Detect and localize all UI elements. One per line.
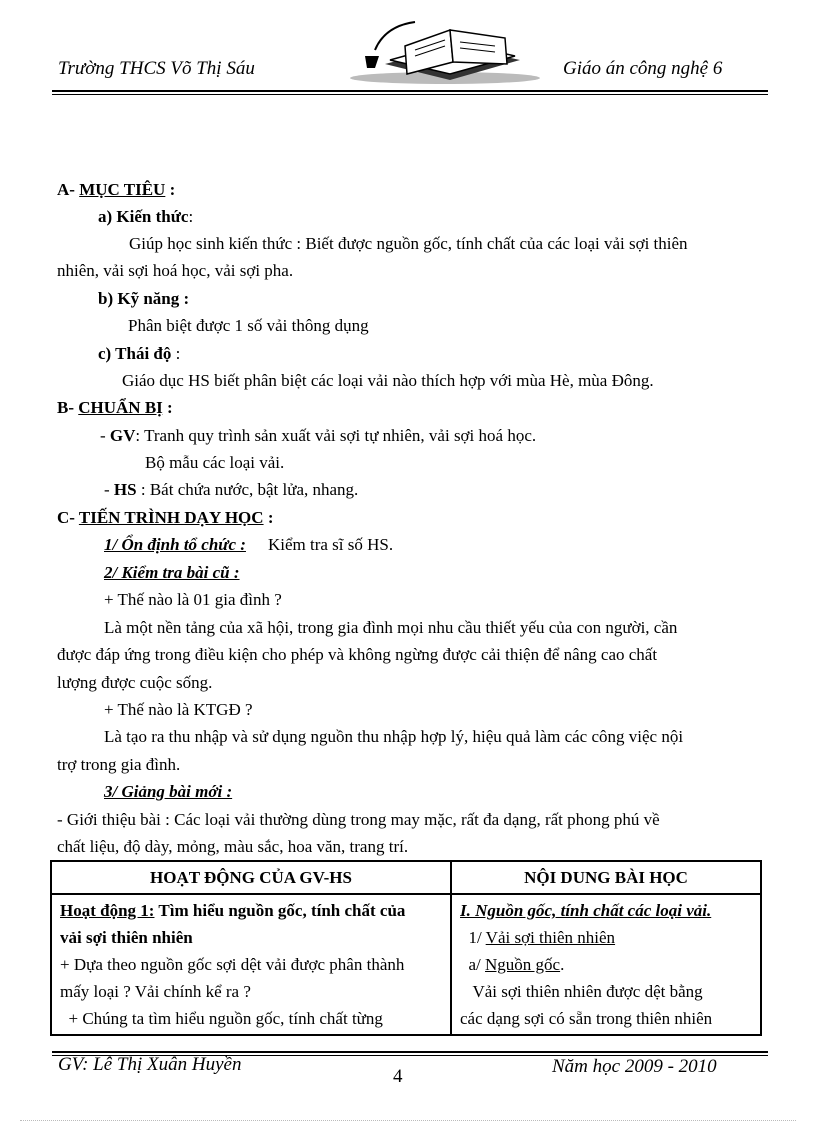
activities-cell — [51, 894, 451, 1035]
table-row — [51, 894, 761, 1035]
hs-prep: - HS : Bát chứa nước, bật lửa, nhang. — [104, 480, 359, 499]
header-rule-thin — [52, 94, 768, 95]
footer-teacher: GV: Lê Thị Xuân Huyền — [58, 1054, 242, 1075]
answer-1-line-2: được đáp ứng trong điều kiện cho phép và không ngừng được cải thiện để nâng cao chất — [57, 645, 658, 664]
table-header-activities: HOẠT ĐỘNG CỦA GV-HS — [51, 861, 451, 894]
lesson-table — [50, 860, 762, 1036]
answer-2-line-2: trợ trong gia đình. — [57, 755, 181, 774]
section-b-title: B- CHUẨN BỊ : — [57, 398, 173, 417]
activity-1-title: Hoạt động 1: Tìm hiểu nguồn gốc, tính chất của — [60, 901, 406, 920]
content-heading: I. Nguồn gốc, tính chất các loại vải. — [460, 901, 712, 920]
answer-1-line-1: Là một nền tảng của xã hội, trong gia đình mọi nhu cầu thiết yếu của con người, cần — [104, 618, 678, 637]
table-header-content: NỘI DUNG BÀI HỌC — [451, 861, 761, 894]
skills-text: Phân biệt được 1 số vải thông dụng — [128, 316, 369, 335]
activity-line-1: + Dựa theo nguồn gốc sợi dệt vải được phân thành — [60, 955, 405, 974]
activity-1-title-2: vải sợi thiên nhiên — [60, 928, 193, 947]
skills-heading: b) Kỹ năng : — [98, 289, 190, 308]
footer-school-year: Năm học 2009 - 2010 — [552, 1056, 717, 1077]
activity-line-3: + Chúng ta tìm hiểu nguồn gốc, tính chất từng — [60, 1009, 383, 1028]
header-rule — [52, 90, 768, 92]
knowledge-text-2: nhiên, vải sợi hoá học, vải sợi pha. — [57, 261, 294, 280]
content-sub-1: 1/ Vải sợi thiên nhiên — [460, 928, 616, 947]
section-c-heading: TIẾN TRÌNH DẠY HỌC — [78, 508, 264, 527]
answer-1-line-3: lượng được cuộc sống. — [57, 673, 213, 692]
section-b-heading: CHUẨN BỊ — [78, 398, 163, 417]
knowledge-heading: a) Kiến thức: — [98, 207, 194, 226]
section-c-title: C- TIẾN TRÌNH DẠY HỌC : — [57, 508, 274, 527]
page-bottom-border — [20, 1120, 796, 1121]
intro-line-1: - Giới thiệu bài : Các loại vải thường dùng trong may mặc, rất đa dạng, rất phong phú về — [57, 810, 660, 829]
step1: 1/ Ổn định tổ chức : Kiểm tra sĩ số HS. — [104, 535, 394, 554]
header-school: Trường THCS Võ Thị Sáu — [58, 58, 255, 79]
question-2: + Thế nào là KTGĐ ? — [104, 700, 253, 719]
table-header-row — [51, 861, 761, 894]
attitude-text: Giáo dục HS biết phân biệt các loại vải nào thích hợp với mùa Hè, mùa Đông. — [122, 371, 654, 390]
header-subject: Giáo án công nghệ 6 — [563, 58, 723, 79]
content-text-2: các dạng sợi có sẵn trong thiên nhiên — [460, 1009, 713, 1028]
content-cell — [451, 894, 761, 1035]
content-sub-2: a/ Nguồn gốc. — [460, 955, 565, 974]
knowledge-text-1: Giúp học sinh kiến thức : Biết được nguồn gốc, tính chất của các loại vải sợi thiên — [129, 234, 688, 253]
page-number: 4 — [393, 1066, 403, 1087]
content-text-1: Vải sợi thiên nhiên được dệt bằng — [460, 982, 703, 1001]
book-logo-icon — [345, 16, 545, 86]
attitude-heading: c) Thái độ : — [98, 344, 181, 363]
question-1: + Thế nào là 01 gia đình ? — [104, 590, 282, 609]
gv-prep-2: Bộ mẫu các loại vải. — [145, 453, 285, 472]
section-a-title: A- MỤC TIÊU : — [57, 180, 176, 199]
gv-prep: - GV: Tranh quy trình sản xuất vải sợi tự nhiên, vải sợi hoá học. — [100, 426, 537, 445]
intro-line-2: chất liệu, độ dày, mỏng, màu sắc, hoa văn, trang trí. — [57, 837, 409, 856]
answer-2-line-1: Là tạo ra thu nhập và sử dụng nguồn thu nhập hợp lý, hiệu quả làm các công việc nội — [104, 727, 684, 746]
activity-line-2: mấy loại ? Vải chính kể ra ? — [60, 982, 251, 1001]
step3-label: 3/ Giảng bài mới : — [104, 782, 233, 801]
section-a-heading: MỤC TIÊU — [79, 180, 166, 199]
footer-rule — [52, 1051, 768, 1053]
step2-label: 2/ Kiểm tra bài cũ : — [104, 563, 240, 582]
